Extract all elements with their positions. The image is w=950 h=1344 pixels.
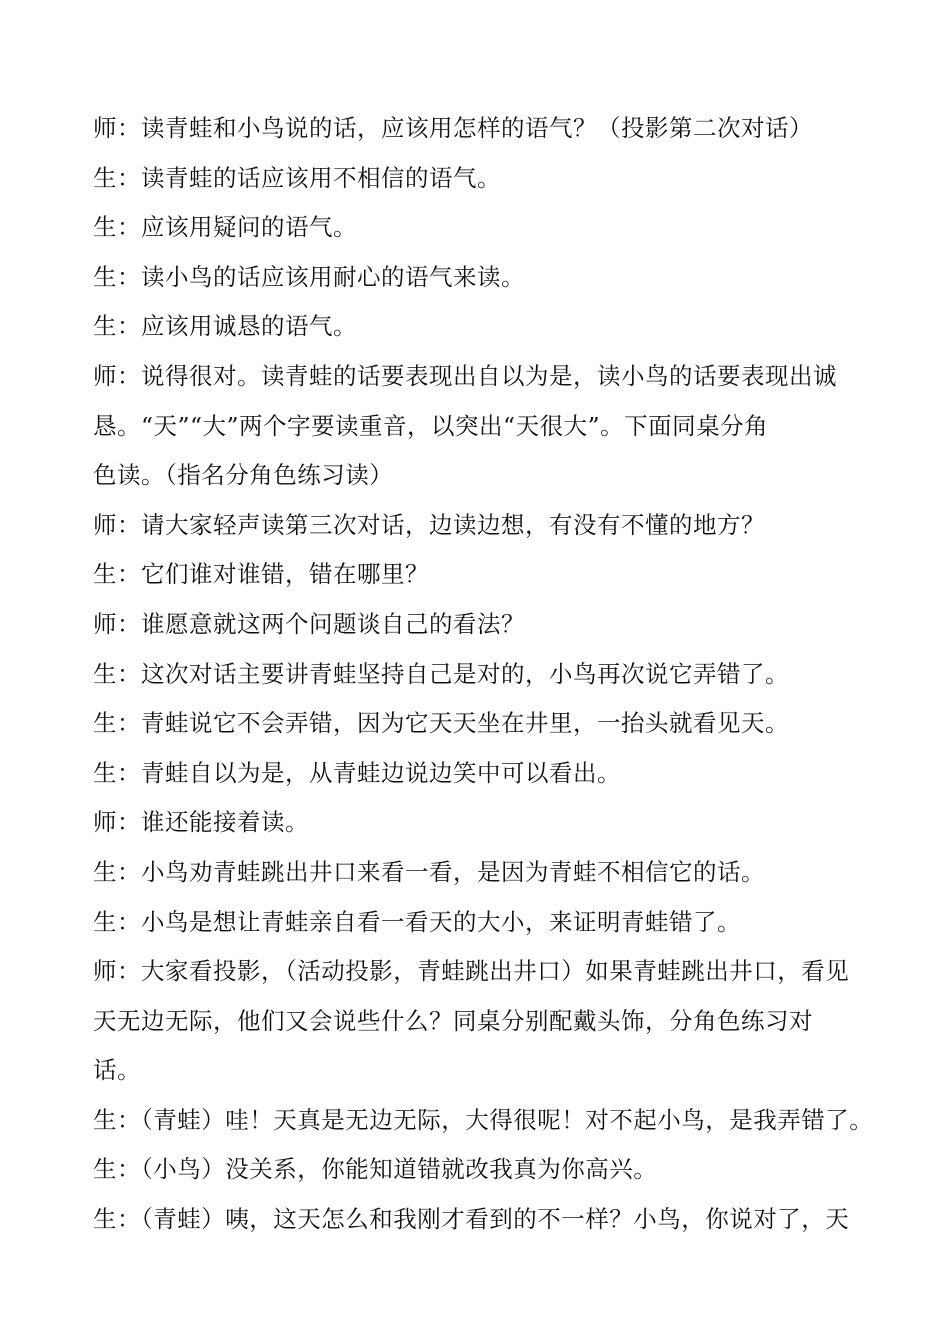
text-line: 恳。“天”“大”两个字要读重音，以突出“天很大”。下面同桌分角 bbox=[93, 411, 769, 440]
text-line: 生：（小鸟）没关系，你能知道错就改我真为你高兴。 bbox=[93, 1155, 658, 1184]
text-line: 师：请大家轻声读第三次对话，边读边想，有没有不懂的地方？ bbox=[93, 510, 765, 539]
text-line: 生：这次对话主要讲青蛙坚持自己是对的，小鸟再次说它弄错了。 bbox=[93, 659, 789, 688]
text-line: 生：它们谁对谁错，错在哪里？ bbox=[93, 560, 429, 589]
text-line: 生：（青蛙）咦，这天怎么和我刚才看到的不一样？小鸟，你说对了，天 bbox=[93, 1205, 850, 1234]
text-line: 生：应该用疑问的语气。 bbox=[93, 213, 357, 242]
text-line: 师：大家看投影，（活动投影，青蛙跳出井口）如果青蛙跳出井口，看见 bbox=[93, 957, 850, 986]
text-line: 生：（青蛙）哇！天真是无边无际，大得很呢！对不起小鸟，是我弄错了。 bbox=[93, 1105, 874, 1134]
text-line: 话。 bbox=[93, 1056, 141, 1085]
text-line: 生：读小鸟的话应该用耐心的语气来读。 bbox=[93, 262, 525, 291]
text-line: 师：说得很对。读青蛙的话要表现出自以为是，读小鸟的话要表现出诚 bbox=[93, 361, 837, 390]
text-line: 天无边无际，他们又会说些什么？同桌分别配戴头饰，分角色练习对 bbox=[93, 1006, 813, 1035]
text-line: 色读。（指名分角色练习读） bbox=[93, 461, 394, 490]
text-line: 师：谁愿意就这两个问题谈自己的看法？ bbox=[93, 609, 525, 638]
text-line: 生：小鸟是想让青蛙亲自看一看天的大小，来证明青蛙错了。 bbox=[93, 907, 741, 936]
text-line: 师：谁还能接着读。 bbox=[93, 808, 309, 837]
text-line: 生：读青蛙的话应该用不相信的语气。 bbox=[93, 163, 501, 192]
text-line: 师：读青蛙和小鸟说的话，应该用怎样的语气？（投影第二次对话） bbox=[93, 114, 813, 142]
text-line: 生：青蛙自以为是，从青蛙边说边笑中可以看出。 bbox=[93, 758, 621, 787]
text-line: 生：青蛙说它不会弄错，因为它天天坐在井里，一抬头就看见天。 bbox=[93, 709, 789, 738]
text-line: 生：小鸟劝青蛙跳出井口来看一看，是因为青蛙不相信它的话。 bbox=[93, 857, 765, 886]
document-body bbox=[93, 104, 873, 1245]
text-line: 生：应该用诚恳的语气。 bbox=[93, 312, 357, 341]
